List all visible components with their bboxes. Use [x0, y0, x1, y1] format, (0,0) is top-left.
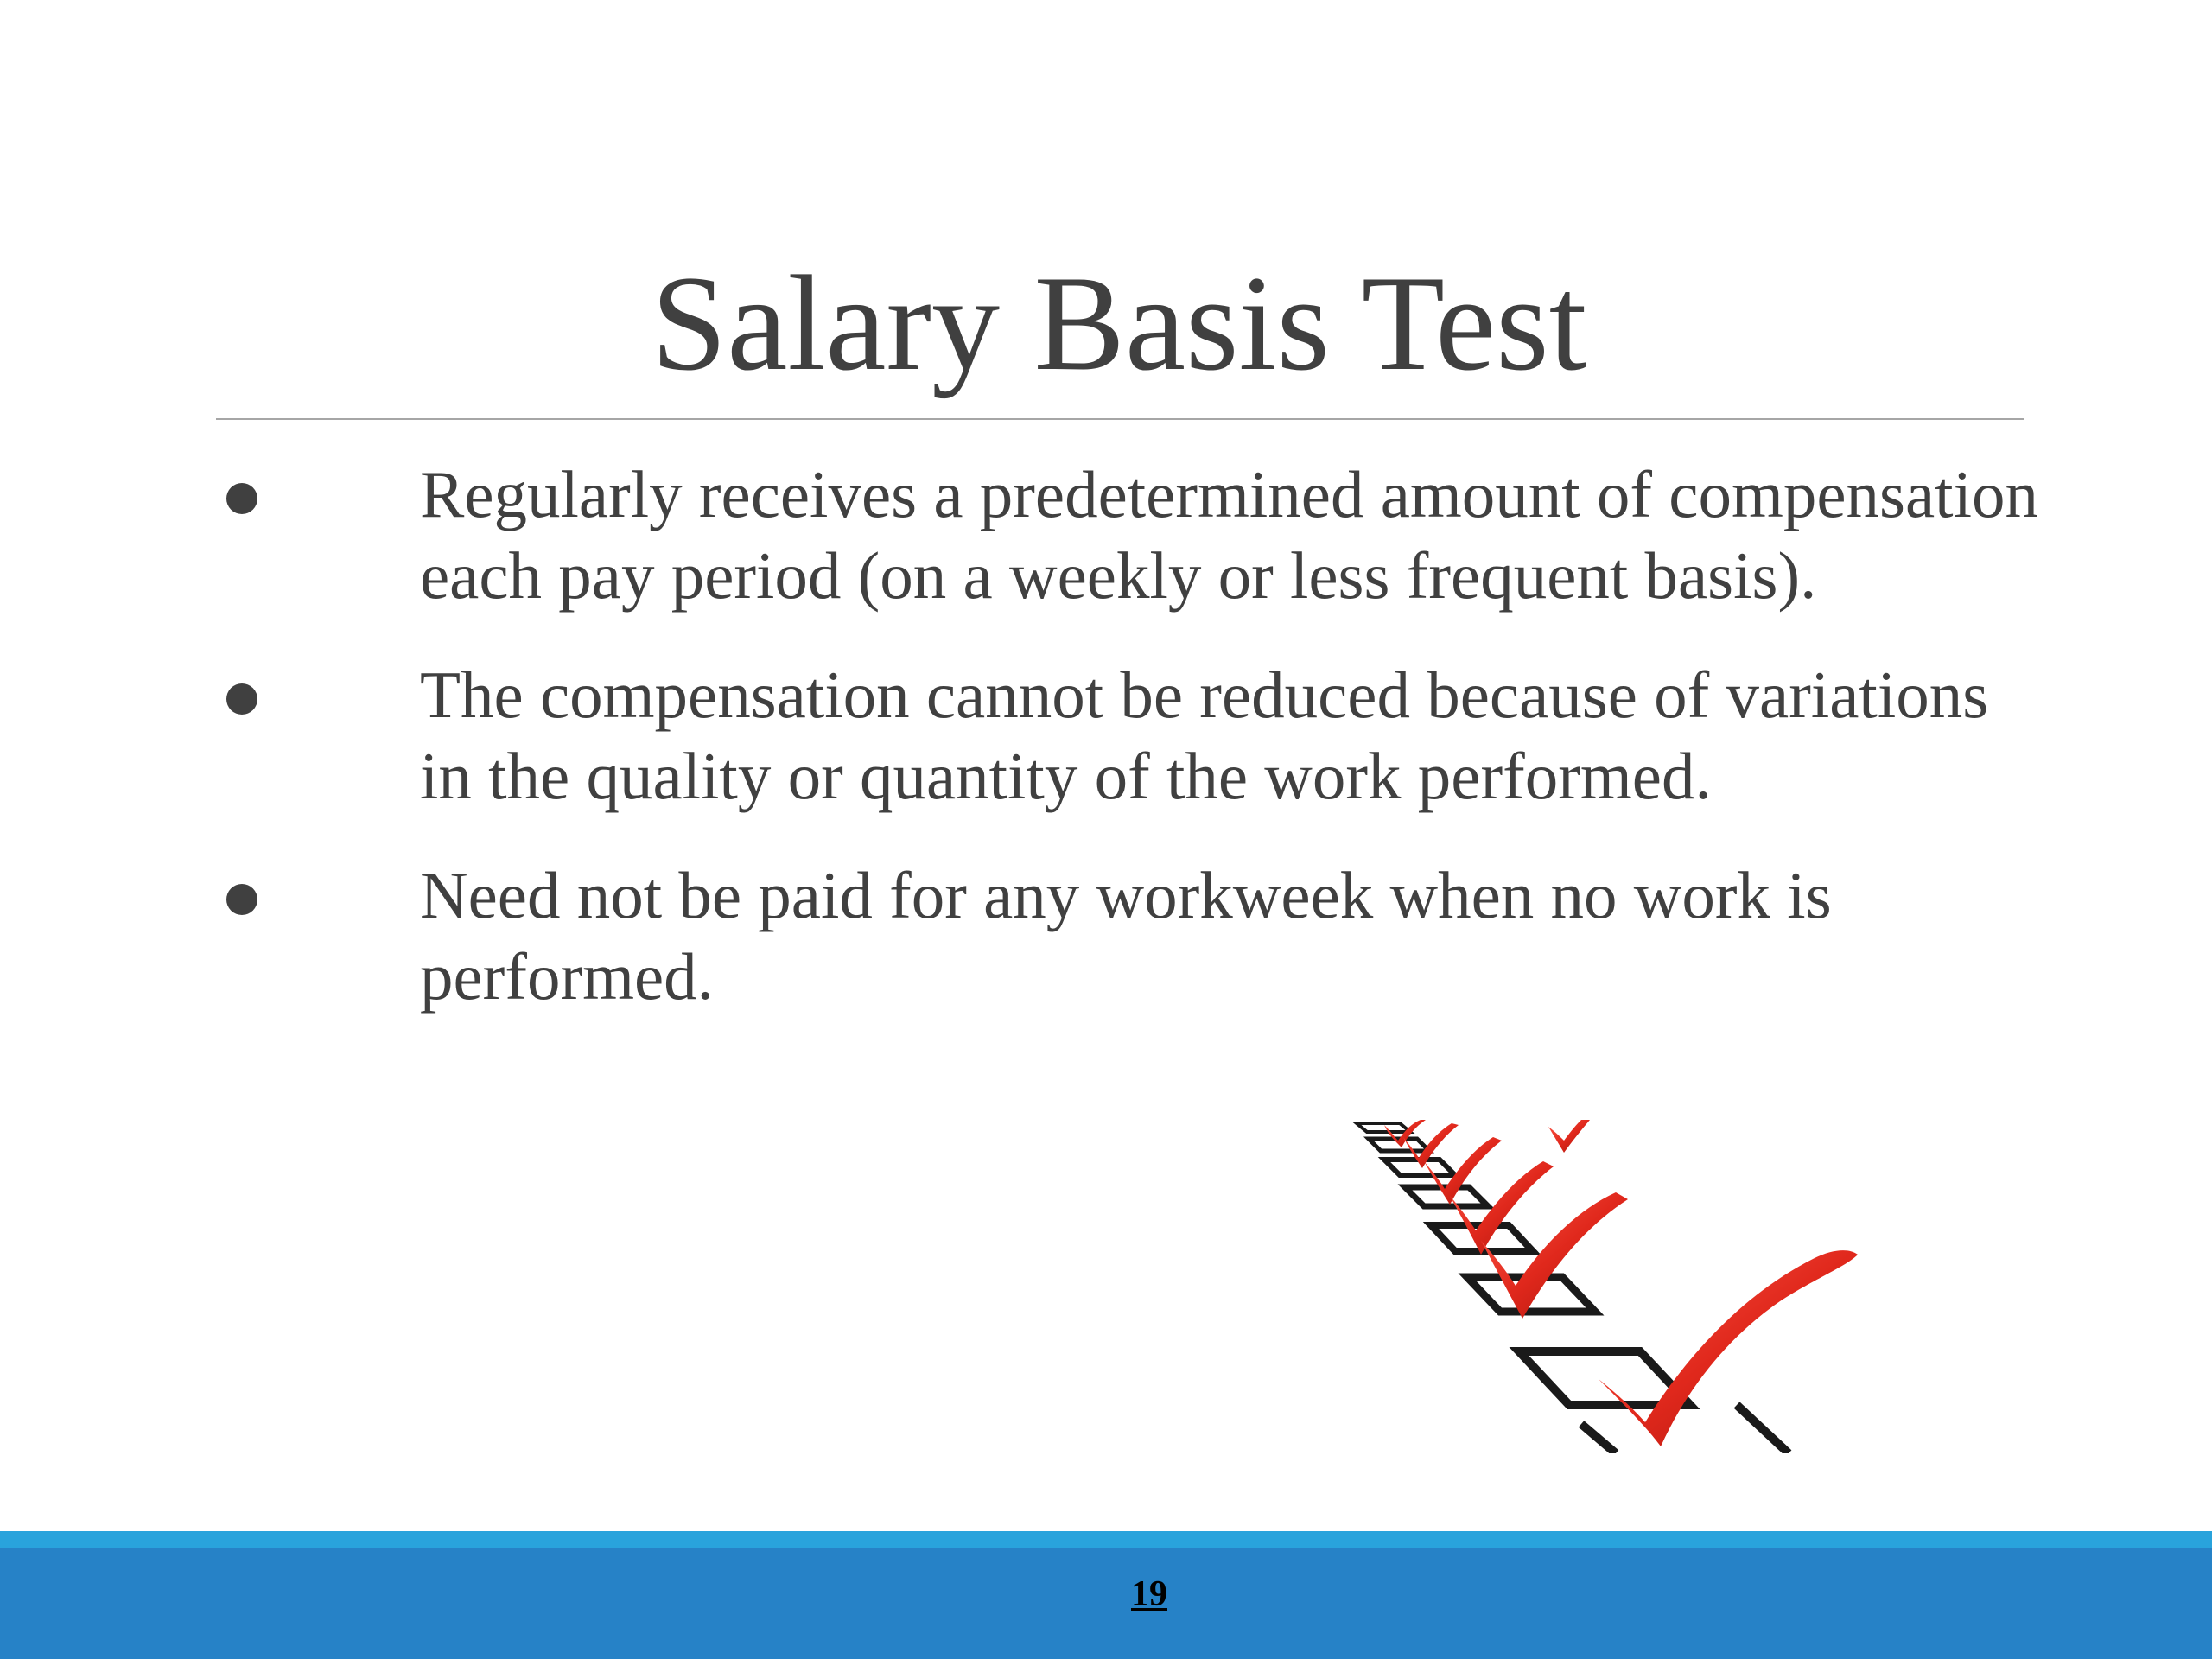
- bullet-item: [216, 654, 2039, 817]
- slide-title: Salary Basis Test: [651, 248, 1587, 399]
- page-number[interactable]: 19: [1131, 1574, 1167, 1614]
- bullet-item: [216, 454, 2039, 616]
- bullet-text: Regularly receives a predetermined amount of compensation each pay period (on a weekly or less frequent basis).: [420, 457, 2038, 613]
- bullet-dot-icon: [226, 884, 257, 915]
- checklist-checkmarks-icon: [1331, 1120, 1918, 1453]
- bullet-dot-icon: [226, 483, 257, 514]
- bullet-list: [216, 454, 2039, 1055]
- title-divider: [216, 418, 2024, 420]
- bullet-dot-icon: [226, 683, 257, 715]
- footer-accent-bar: [0, 1531, 2212, 1548]
- bullet-text: Need not be paid for any workweek when no work is performed.: [420, 858, 1832, 1014]
- bullet-item: [216, 855, 2039, 1017]
- bullet-text: The compensation cannot be reduced because of variations in the quality or quantity of the work performed.: [420, 658, 1989, 813]
